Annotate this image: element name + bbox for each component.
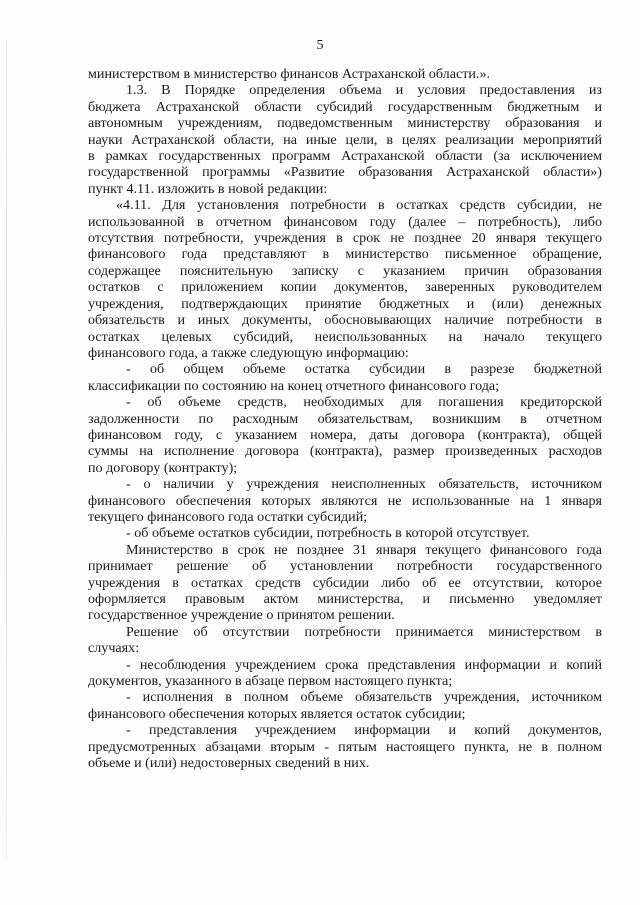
scan-edge <box>6 40 7 860</box>
text-line: классификации по состоянию на конец отчетного финансового года; <box>88 377 500 394</box>
text-line: задолженности по расходным обязательствам, возникшим в отчетном <box>88 410 602 427</box>
text-line: по договору (контракту); <box>88 459 238 476</box>
text-line: принимает решение об установлении потребности государственного <box>88 558 602 575</box>
text-line: содержащее пояснительную записку с указанием причин образования <box>88 262 602 279</box>
text-line: - о наличии у учреждения неисполненных обязательств, источником <box>126 476 602 493</box>
text-line: текущего финансового года остатки субсидий; <box>88 508 368 525</box>
text-line: 1.3. В Порядке определения объема и условия предоставления из <box>126 82 602 99</box>
text-line: Министерство в срок не позднее 31 января текущего финансового года <box>126 541 602 558</box>
text-line: финансового года представляют в министерство письменное обращение, <box>88 246 602 263</box>
text-line: финансового года, а также следующую информацию: <box>88 344 409 361</box>
text-line: оформляется правовым актом министерства, и письменно уведомляет <box>88 591 602 607</box>
text-line: - об объеме средств, необходимых для погашения кредиторской <box>126 394 602 411</box>
text-line: науки Астраханской области, на иные цели, в целях реализации мероприятий <box>88 131 602 148</box>
text-line: Решение об отсутствии потребности принимается министерством в <box>126 623 602 640</box>
text-line: - об объеме остатков субсидии, потребность в которой отсутствует. <box>126 525 530 542</box>
text-line: предусмотренных абзацами вторым - пятым настоящего пункта, не в полном <box>88 738 602 755</box>
text-line: бюджета Астраханской области субсидий государственным бюджетным и <box>88 98 602 115</box>
text-line: - исполнения в полном объеме обязательств учреждения, источником <box>126 689 602 706</box>
text-line: учреждения в остатках средств субсидии либо об ее отсутствии, которое <box>88 574 602 591</box>
text-line: объеме и (или) недостоверных сведений в них. <box>88 755 370 772</box>
text-line: финансового обеспечения которых являются не использованные на 1 января <box>88 492 602 509</box>
text-line: в рамках государственных программ Астраханской области (за исключением <box>88 148 602 165</box>
text-line: остатков с приложением копии документов, заверенных руководителем <box>88 279 602 296</box>
text-line: «4.11. Для установления потребности в остатках средств субсидии, не <box>116 197 602 214</box>
text-line: учреждения, подтверждающих принятие бюджетных и (или) денежных <box>88 295 602 312</box>
text-line: остатках целевых субсидий, неиспользованных на начало текущего <box>88 328 602 345</box>
text-line: государственное учреждение о принятом решении. <box>88 607 395 624</box>
text-line: пункт 4.11. изложить в новой редакции: <box>88 180 328 197</box>
text-line: - представления учреждением информации и копий документов, <box>126 722 602 739</box>
text-line: суммы на исполнение договора (контракта), размер произведенных расходов <box>88 443 602 460</box>
text-line: использованной в отчетном финансовом году (далее – потребность), либо <box>88 213 602 230</box>
text-line: - об общем объеме остатка субсидии в разрезе бюджетной <box>126 361 602 378</box>
document-body <box>88 66 602 771</box>
text-line: финансовом году, с указанием номера, даты договора (контракта), общей <box>88 426 602 443</box>
text-line: отсутствия потребности, учреждения в срок не позднее 20 января текущего <box>88 230 602 247</box>
text-line: случаях: <box>88 640 140 657</box>
text-line: государственной программы «Развитие образования Астраханской области») <box>88 164 602 181</box>
text-line: документов, указанного в абзаце первом настоящего пункта; <box>88 673 453 690</box>
text-line: финансового обеспечения которых является остаток субсидии; <box>88 705 466 722</box>
text-line: автономным учреждениям, подведомственным министерству образования и <box>88 115 602 132</box>
text-line: министерством в министерство финансов Астраханской области.». <box>88 66 491 82</box>
page-number: 5 <box>316 38 324 53</box>
text-line: обязательств и иных документы, обосновывающих наличие потребности в <box>88 312 602 329</box>
text-line: - несоблюдения учреждением срока представления информации и копий <box>126 656 602 673</box>
